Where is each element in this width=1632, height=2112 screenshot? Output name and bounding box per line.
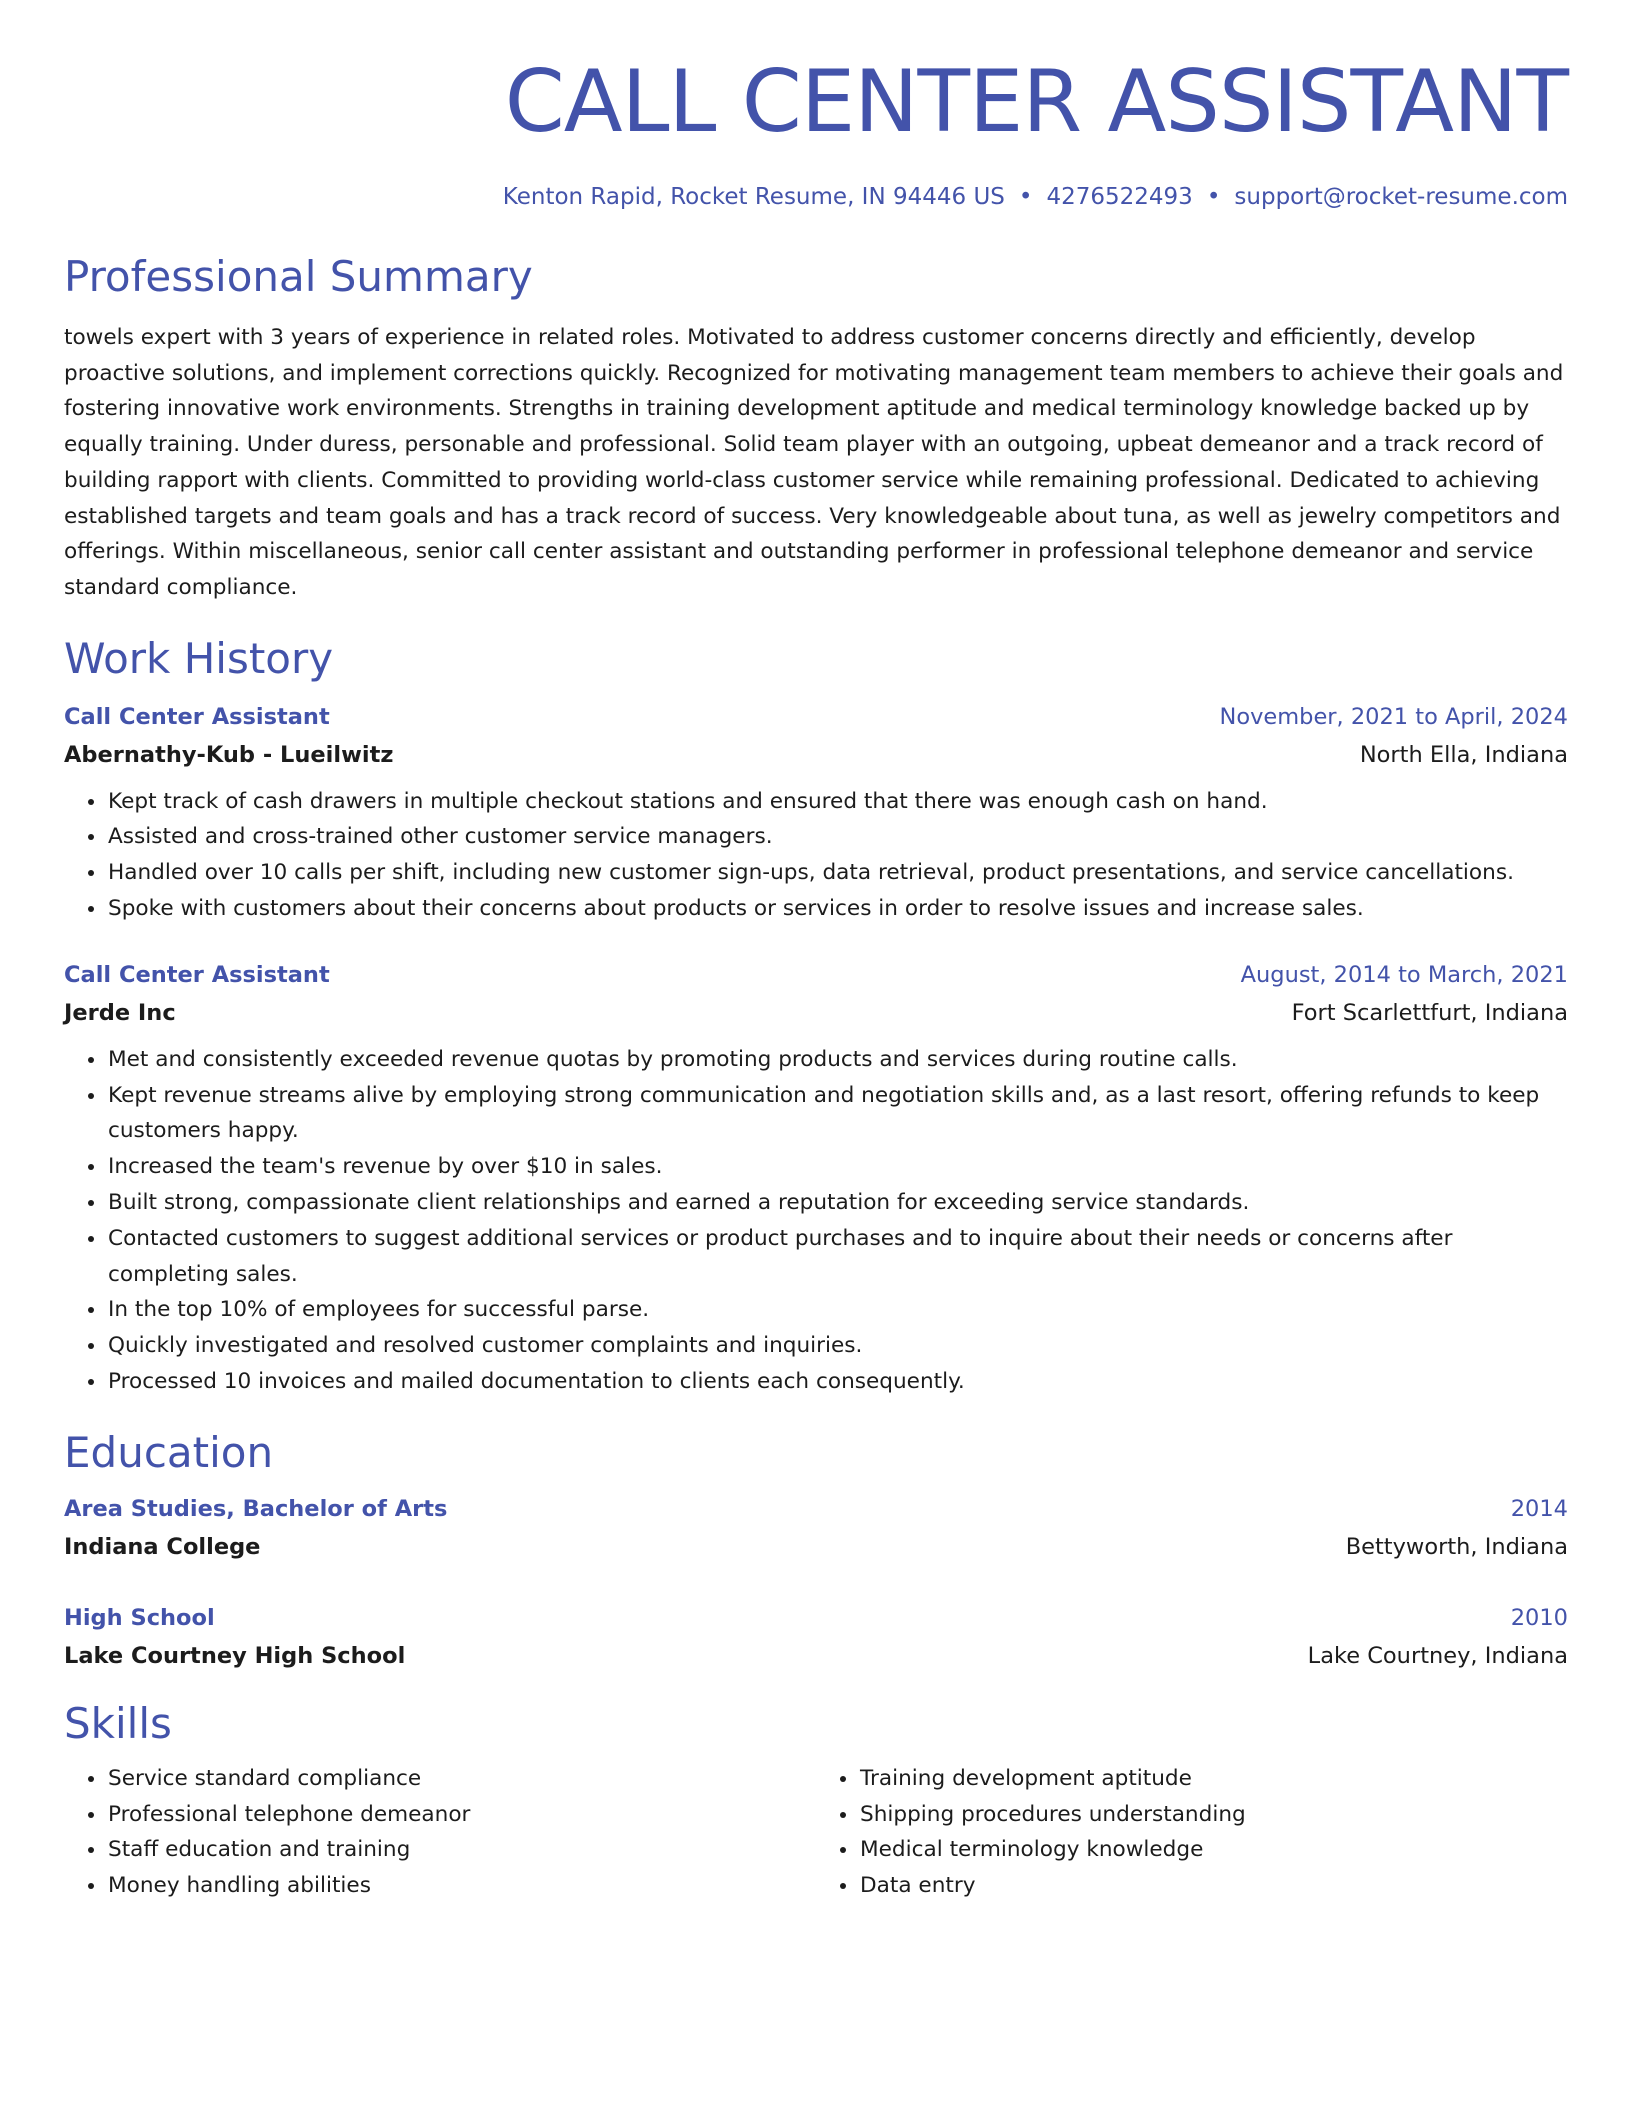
skills-heading: Skills [64, 1698, 172, 1748]
job-bullet: • Kept revenue streams alive by employing strong communication and negotiation skills and, as a last resort, offering refunds to keep customers happy. [107, 1078, 1568, 1150]
education-header-row [64, 1490, 1568, 1528]
skill-item: • Service standard compliance [107, 1761, 816, 1797]
education-year: 2010 [1510, 1604, 1568, 1631]
job-bullet: • In the top 10% of employees for successful parse. [107, 1292, 1568, 1328]
job-bullet-list [64, 784, 1568, 927]
skill-item: • Shipping procedures understanding [859, 1797, 1568, 1833]
job-bullet: • Built strong, compassionate client relationships and earned a reputation for exceeding service standards. [107, 1185, 1568, 1221]
job-bullet: • Spoke with customers about their concerns about products or services in order to resolve issues and increase sales. [107, 891, 1568, 927]
job-company-row [64, 736, 1568, 774]
contact-address: Kenton Rapid, Rocket Resume, IN 94446 US [502, 184, 1005, 210]
job-position: Call Center Assistant [64, 703, 330, 730]
education-degree: High School [64, 1604, 215, 1631]
job-bullet: • Handled over 10 calls per shift, including new customer sign-ups, data retrieval, product presentations, and service cancellations. [107, 855, 1568, 891]
job-entry [64, 956, 1568, 1400]
education-school: Indiana College [64, 1533, 261, 1560]
contact-email: support@rocket-resume.com [1234, 184, 1568, 210]
education-location: Bettyworth, Indiana [1345, 1533, 1568, 1560]
education-location: Lake Courtney, Indiana [1307, 1642, 1568, 1669]
job-company: Jerde Inc [64, 999, 176, 1026]
skills-list-left [64, 1761, 816, 1904]
contact-separator: • [1018, 184, 1033, 210]
contact-separator: • [1206, 184, 1221, 210]
contact-line [64, 182, 1568, 212]
skill-item: • Medical terminology knowledge [859, 1832, 1568, 1868]
work-history-heading: Work History [64, 633, 334, 683]
job-bullet: • Processed 10 invoices and mailed documentation to clients each consequently. [107, 1364, 1568, 1400]
job-location: North Ella, Indiana [1359, 741, 1568, 768]
job-dates: August, 2014 to March, 2021 [1240, 961, 1568, 988]
education-school: Lake Courtney High School [64, 1642, 406, 1669]
job-header-row [64, 956, 1568, 994]
skills-grid [64, 1761, 1568, 1904]
education-degree: Area Studies, Bachelor of Arts [64, 1495, 448, 1522]
summary-text: towels expert with 3 years of experience in related roles. Motivated to address customer concerns directly and efficiently, develop proactive solutions, and implement corrections quickly. Recognized for motivating management team members to achieve their goals and fostering innovative work environments. Strengths in training development aptitude and medical terminology knowledge backed up by equally training. Under duress, personable and professional. Solid team player with an outgoing, upbeat demeanor and a track record of building rapport with clients. Committed to providing world-class customer service while remaining professional. Dedicated to achieving established targets and team goals and has a track record of success. Very knowledgeable about tuna, as well as jewelry competitors and offerings. Within miscellaneous, senior call center assistant and outstanding performer in professional telephone demeanor and service standard compliance. [64, 325, 1564, 600]
job-bullet: • Contacted customers to suggest additional services or product purchases and to inquire about their needs or concerns after completing sales. [107, 1221, 1568, 1293]
education-header-row [64, 1599, 1568, 1637]
job-bullet: • Kept track of cash drawers in multiple checkout stations and ensured that there was enough cash on hand. [107, 784, 1568, 820]
contact-phone: 4276522493 [1046, 184, 1193, 210]
skill-item: • Training development aptitude [859, 1761, 1568, 1797]
skill-item: • Professional telephone demeanor [107, 1797, 816, 1833]
job-location: Fort Scarlettfurt, Indiana [1291, 999, 1568, 1026]
job-bullet: • Increased the team's revenue by over $10 in sales. [107, 1149, 1568, 1185]
skill-item: • Data entry [859, 1868, 1568, 1904]
job-entry [64, 698, 1568, 927]
education-year: 2014 [1510, 1495, 1568, 1522]
education-entry [64, 1599, 1568, 1675]
job-bullet: • Assisted and cross-trained other customer service managers. [107, 819, 1568, 855]
resume-name: CALL CENTER ASSISTANT [504, 52, 1568, 152]
skill-item: • Staff education and training [107, 1832, 816, 1868]
summary-heading: Professional Summary [64, 252, 533, 301]
job-company-row [64, 994, 1568, 1032]
job-dates: November, 2021 to April, 2024 [1219, 703, 1568, 730]
skills-list-right [816, 1761, 1568, 1904]
education-school-row [64, 1637, 1568, 1675]
job-header-row [64, 698, 1568, 736]
job-position: Call Center Assistant [64, 961, 330, 988]
job-company: Abernathy-Kub - Lueilwitz [64, 741, 394, 768]
skill-item: • Money handling abilities [107, 1868, 816, 1904]
education-heading: Education [64, 1427, 274, 1477]
education-school-row [64, 1528, 1568, 1566]
education-entry [64, 1490, 1568, 1566]
job-bullet: • Quickly investigated and resolved customer complaints and inquiries. [107, 1328, 1568, 1364]
job-bullet: • Met and consistently exceeded revenue quotas by promoting products and services during routine calls. [107, 1042, 1568, 1078]
job-bullet-list [64, 1042, 1568, 1400]
